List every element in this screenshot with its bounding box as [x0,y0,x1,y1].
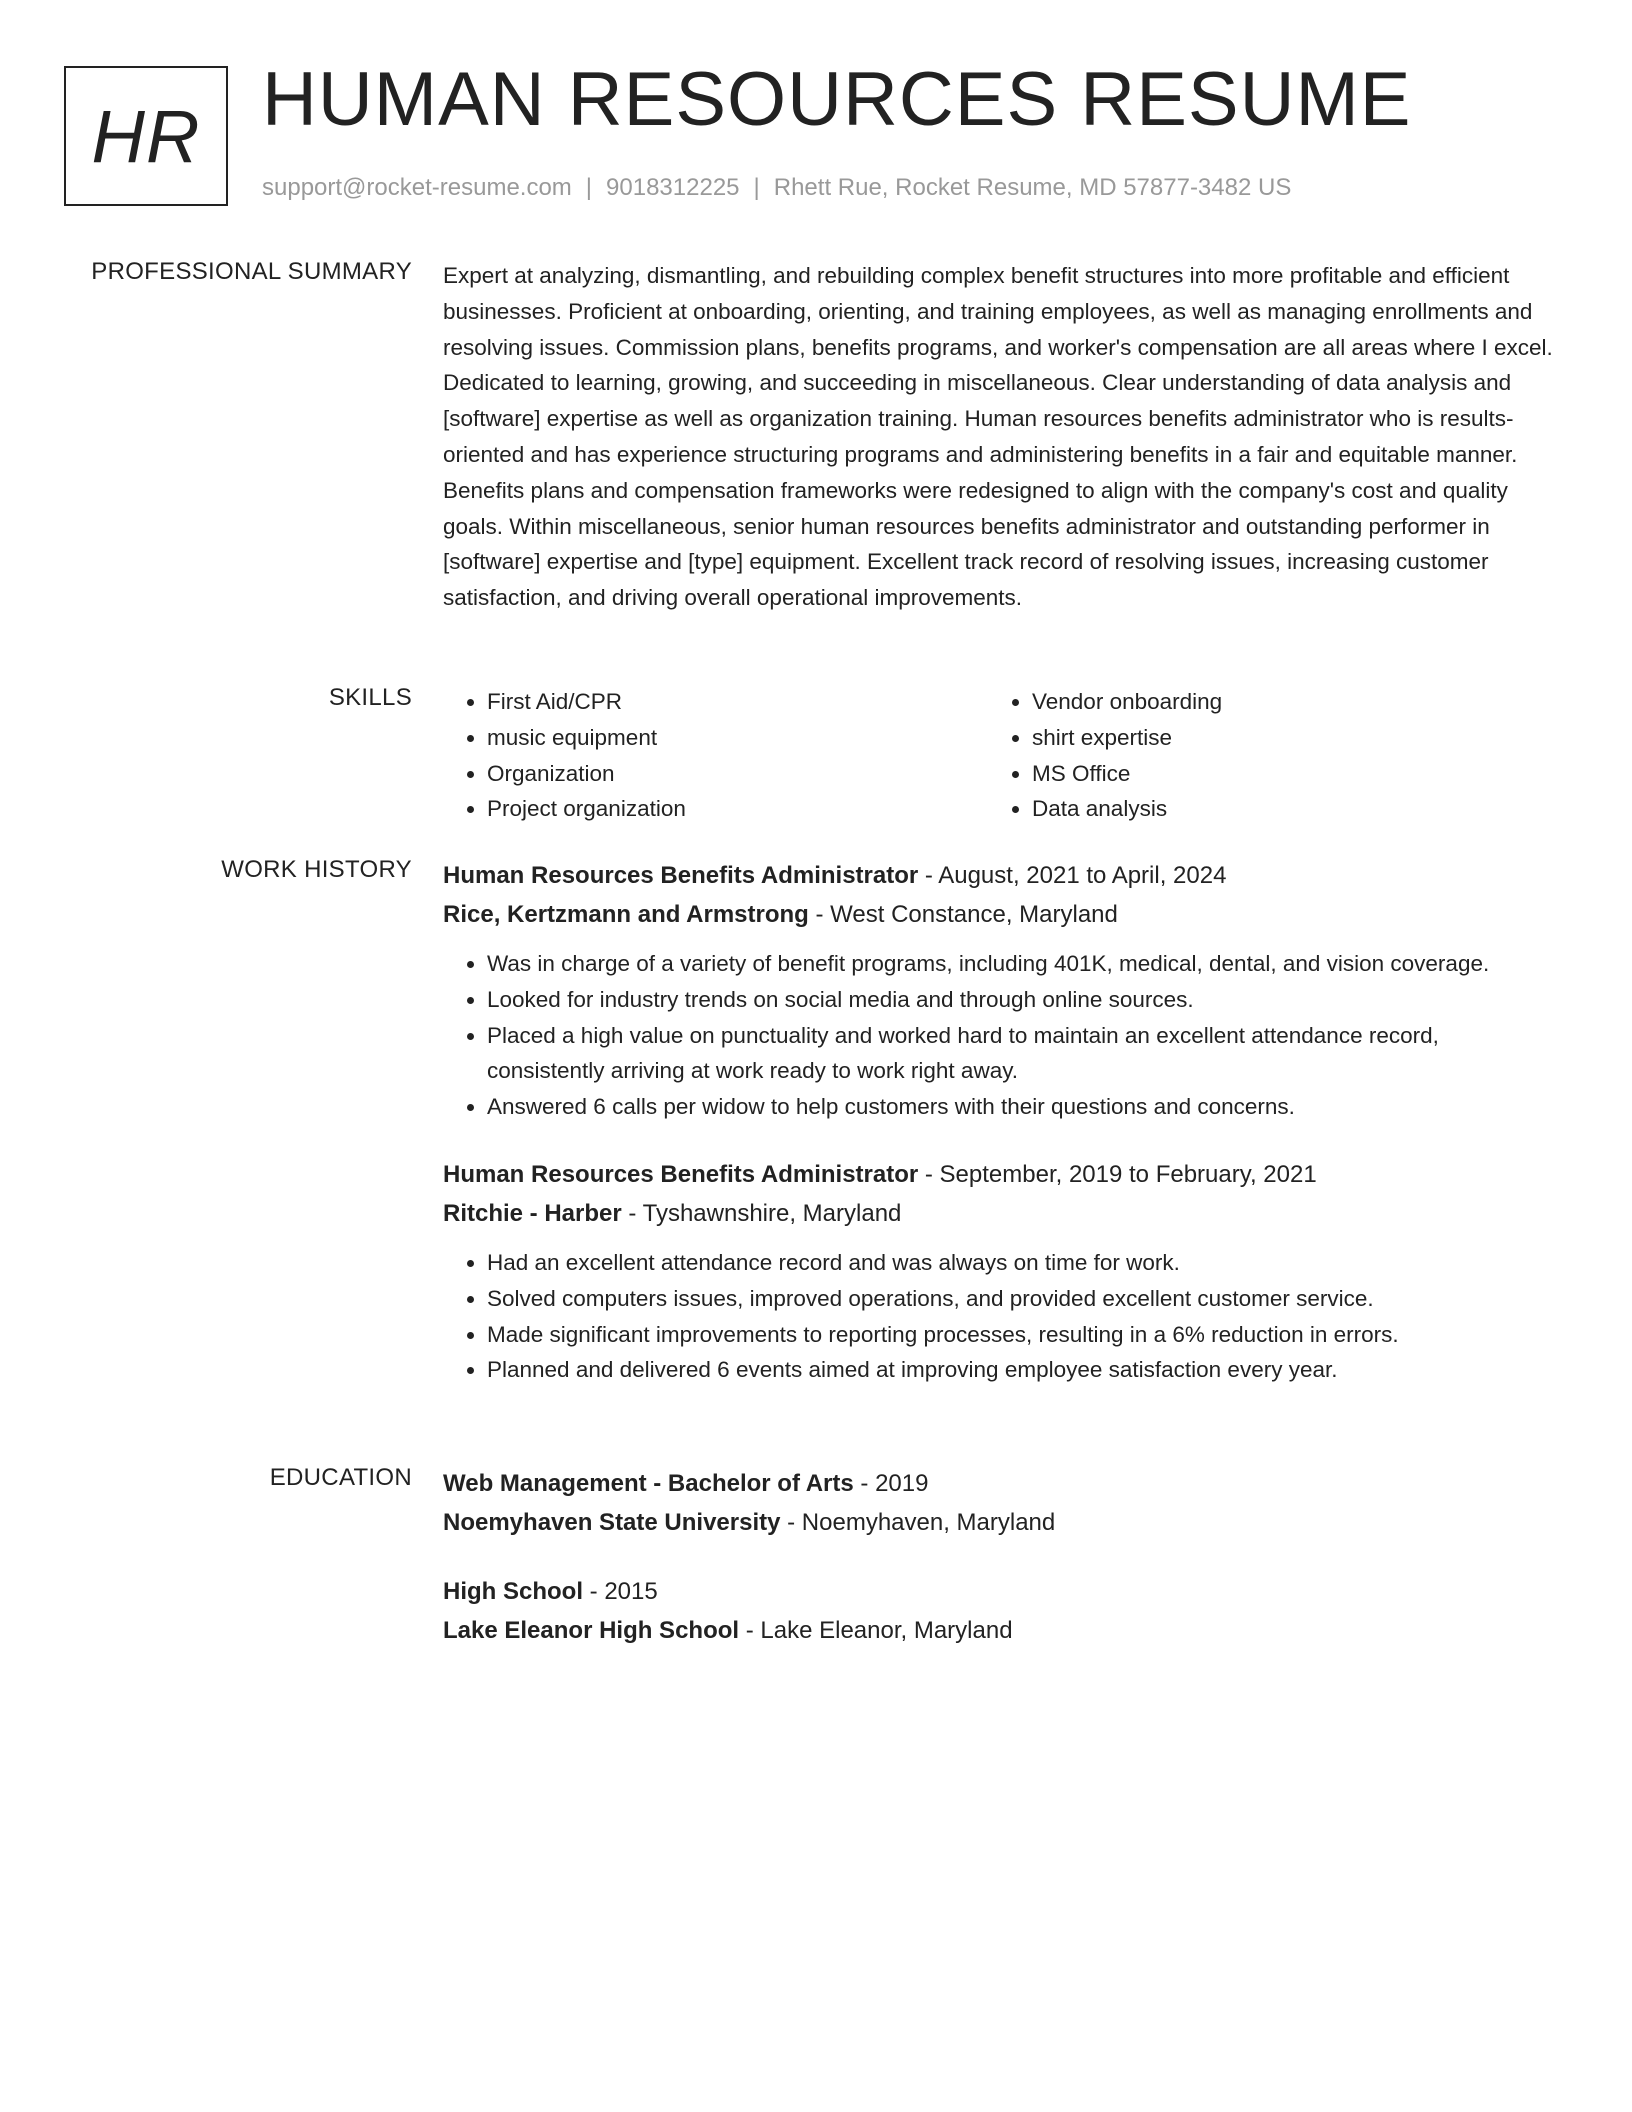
job-company-line [443,1194,1558,1233]
job-bullet: • Looked for industry trends on social media and through online sources. [487,982,1558,1018]
skill-item: • Project organization [487,791,988,827]
contact-address: Rhett Rue, Rocket Resume, MD 57877-3482 US [773,174,1292,201]
job-title-line [443,1155,1558,1194]
skills-body [443,684,1558,827]
skills-list-left [443,684,988,827]
job-bullet: • Solved computers issues, improved operations, and provided excellent customer service. [487,1281,1558,1317]
job-dates: - September, 2019 to February, 2021 [918,1160,1317,1188]
resume-title: HUMAN RESOURCES RESUME [262,57,1412,142]
skills-list-right [988,684,1533,827]
monogram-box [64,66,228,206]
skills-label: SKILLS [328,684,412,711]
education-year: - 2015 [583,1578,658,1605]
job-bullets [443,1245,1558,1388]
job-entry [443,1155,1558,1388]
education-school: Noemyhaven State University [443,1509,781,1536]
contact-separator: | [585,174,593,201]
education-year: - 2019 [853,1470,929,1497]
education-entry [443,1572,1558,1650]
job-location: - Tyshawnshire, Maryland [621,1199,902,1227]
summary-label: PROFESSIONAL SUMMARY [91,258,412,285]
summary-body [443,258,1558,616]
contact-separator: | [753,174,760,201]
job-entry [443,856,1558,1125]
job-dates: - August, 2021 to April, 2024 [918,862,1227,889]
job-company-line [443,895,1558,934]
skill-item: • Data analysis [1032,791,1533,827]
job-company: Rice, Kertzmann and Armstrong [443,901,809,928]
skill-item: • First Aid/CPR [487,684,988,720]
work-label: WORK HISTORY [221,856,412,883]
job-title: Human Resources Benefits Administrator [443,1160,919,1188]
job-bullet: • Answered 6 calls per widow to help customers with their questions and concerns. [487,1089,1558,1125]
education-entry [443,1464,1558,1542]
education-degree: Web Management - Bachelor of Arts [443,1470,854,1497]
education-school-line [443,1503,1558,1542]
job-bullet: • Had an excellent attendance record and was always on time for work. [487,1245,1558,1281]
job-location: - West Constance, Maryland [808,901,1118,928]
education-degree: High School [443,1578,583,1605]
skill-item: • shirt expertise [1032,720,1533,756]
job-bullet: • Was in charge of a variety of benefit programs, including 401K, medical, dental, and vision coverage. [487,946,1558,982]
job-bullets [443,946,1558,1125]
job-bullet: • Planned and delivered 6 events aimed at improving employee satisfaction every year. [487,1352,1558,1388]
job-bullet: • Made significant improvements to reporting processes, resulting in a 6% reduction in errors. [487,1317,1558,1353]
job-title-line [443,856,1558,895]
skill-item: • Organization [487,756,988,792]
education-school: Lake Eleanor High School [443,1617,740,1644]
education-body [443,1464,1558,1650]
monogram-text: HR [91,94,201,178]
contact-email: support@rocket-resume.com [262,174,572,201]
contact-phone: 9018312225 [606,174,740,201]
education-location: - Lake Eleanor, Maryland [739,1617,1013,1644]
education-degree-line [443,1572,1558,1611]
job-title: Human Resources Benefits Administrator [443,862,919,889]
skill-item: • Vendor onboarding [1032,684,1533,720]
education-label: EDUCATION [269,1464,412,1491]
summary-text: Expert at analyzing, dismantling, and rebuilding complex benefit structures into more profitable and efficient businesses. Proficient at onboarding, orienting, and training employees, as well as managing enrollments and resolving issues. Commission plans, benefits programs, and worker's compensation are all areas where I excel. Dedicated to learning, growing, and succeeding in miscellaneous. Clear understanding of data analysis and [software] expertise as well as organization training. Human resources benefits administrator who is results-oriented and has experience structuring programs and administering benefits in a fair and equitable manner. Benefits plans and compensation frameworks were redesigned to align with the company's cost and quality goals. Within miscellaneous, senior human resources benefits administrator and outstanding performer in [software] expertise and [type] equipment. Excellent track record of resolving issues, increasing customer satisfaction, and driving overall operational improvements. [443,263,1553,611]
education-location: - Noemyhaven, Maryland [780,1509,1056,1536]
skill-item: • music equipment [487,720,988,756]
skills-columns [443,684,1558,827]
education-school-line [443,1611,1558,1650]
job-bullet: • Placed a high value on punctuality and worked hard to maintain an excellent attendance record, consistently arriving at work ready to work right away. [487,1018,1558,1090]
contact-line [262,174,1291,202]
job-company: Ritchie - Harber [443,1199,622,1227]
education-degree-line [443,1464,1558,1503]
skill-item: • MS Office [1032,756,1533,792]
work-body [443,856,1558,1388]
